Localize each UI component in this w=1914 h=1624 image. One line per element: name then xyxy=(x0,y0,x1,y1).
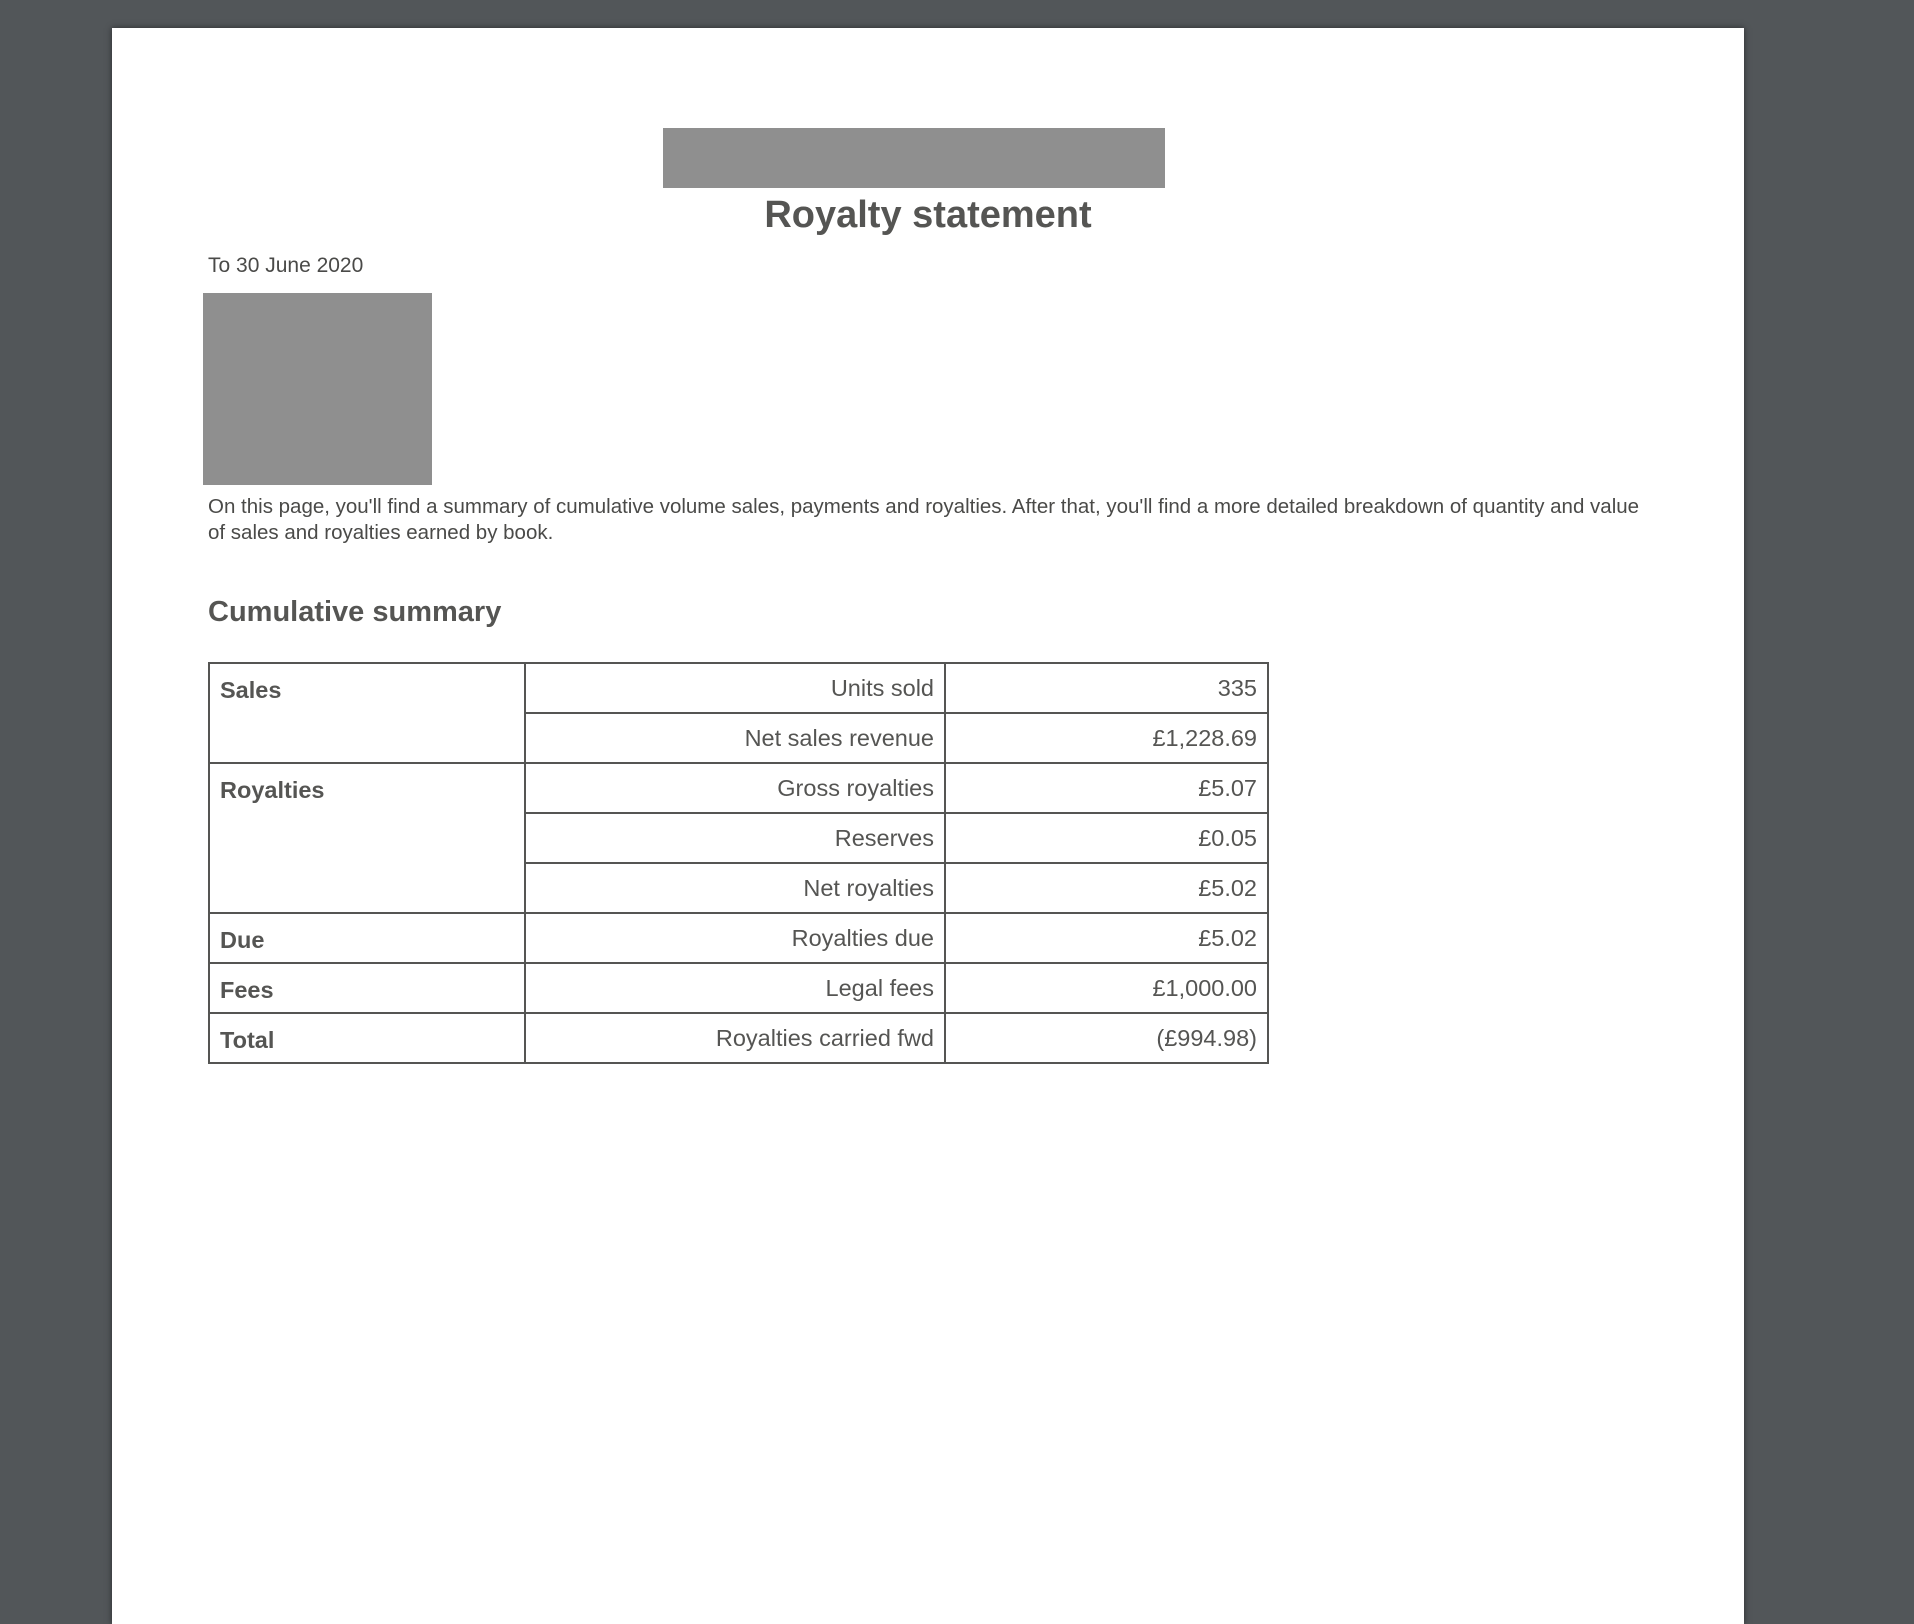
section-title-cumulative-summary: Cumulative summary xyxy=(208,596,502,628)
redacted-address-block xyxy=(203,293,432,485)
metric-label: Reserves xyxy=(525,813,945,863)
table-row xyxy=(209,1013,1268,1063)
group-label-royalties: Royalties xyxy=(209,763,525,913)
metric-label: Units sold xyxy=(525,663,945,713)
group-label-total: Total xyxy=(209,1013,525,1063)
metric-value: £1,000.00 xyxy=(945,963,1268,1013)
group-label-due: Due xyxy=(209,913,525,963)
metric-value: (£994.98) xyxy=(945,1013,1268,1063)
page-title: Royalty statement xyxy=(764,194,1092,236)
metric-label: Royalties carried fwd xyxy=(525,1013,945,1063)
metric-value: 335 xyxy=(945,663,1268,713)
document-page xyxy=(112,28,1744,1624)
group-label-fees: Fees xyxy=(209,963,525,1013)
metric-value: £5.07 xyxy=(945,763,1268,813)
table-row xyxy=(209,963,1268,1013)
statement-period: To 30 June 2020 xyxy=(208,254,364,277)
group-label-sales: Sales xyxy=(209,663,525,763)
metric-label: Gross royalties xyxy=(525,763,945,813)
table-row xyxy=(209,913,1268,963)
metric-value: £0.05 xyxy=(945,813,1268,863)
table-row xyxy=(209,663,1268,713)
metric-value: £5.02 xyxy=(945,913,1268,963)
intro-paragraph: On this page, you'll find a summary of cumulative volume sales, payments and royalties. After that, you'll find a more detailed breakdown of quantity and value of sales and royalties earned by book. xyxy=(208,495,1640,544)
metric-label: Net royalties xyxy=(525,863,945,913)
table-row xyxy=(209,763,1268,813)
redacted-header-block xyxy=(663,128,1165,188)
metric-label: Legal fees xyxy=(525,963,945,1013)
metric-value: £1,228.69 xyxy=(945,713,1268,763)
cumulative-summary-table xyxy=(208,662,1269,1064)
metric-value: £5.02 xyxy=(945,863,1268,913)
metric-label: Royalties due xyxy=(525,913,945,963)
metric-label: Net sales revenue xyxy=(525,713,945,763)
